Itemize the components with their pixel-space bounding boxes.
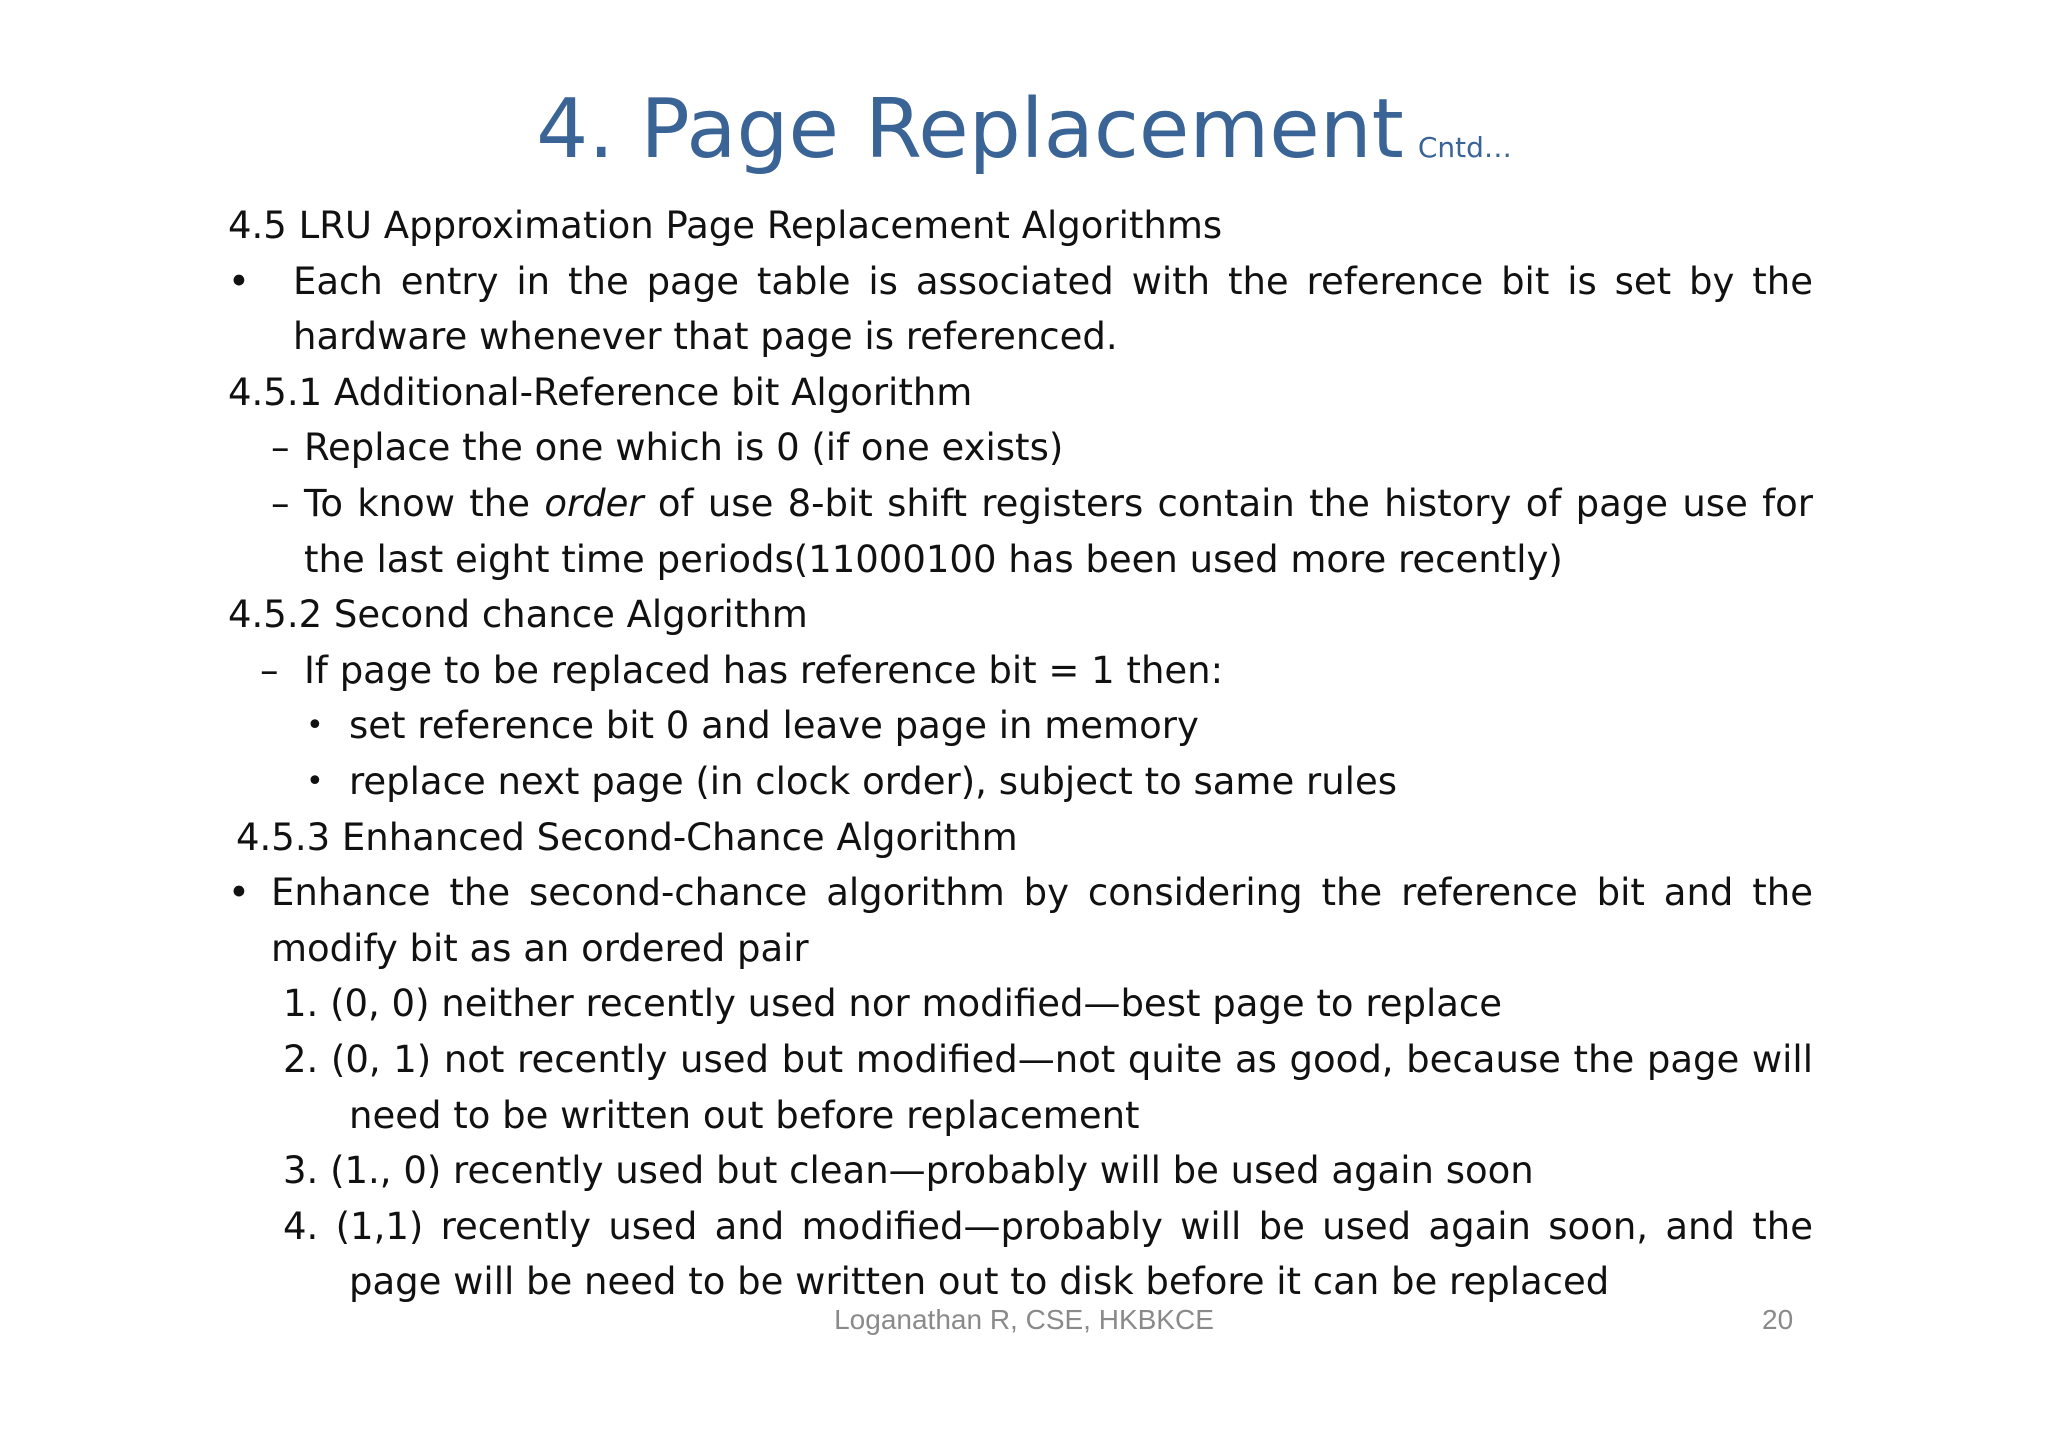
numbered-item (228, 976, 1813, 1032)
dash-item (228, 476, 1813, 587)
sub-bullet-item (228, 698, 1813, 754)
numbered-text-line: page will be need to be written out to disk before it can be replaced (349, 1260, 1610, 1304)
numbered-text-line: need to be written out before replacement (349, 1093, 1140, 1137)
section-heading-4-5-1: 4.5.1 Additional-Reference bit Algorithm (228, 370, 973, 414)
footer-author: Loganathan R, CSE, HKBKCE (834, 1304, 1214, 1335)
slide-title-continued: Cntd… (1417, 131, 1512, 164)
text-run: of use 8-bit shift registers contain the history of page use for (643, 481, 1813, 525)
dash-marker: – (260, 648, 279, 692)
emphasis-text: order (544, 481, 644, 525)
numbered-text-line: 4. (1,1) recently used and modified—probably will be used again soon, and the (283, 1204, 1813, 1248)
slide-title-main: 4. Page Replacement (536, 82, 1404, 177)
dash-text-line (304, 476, 1813, 532)
section-heading-4-5: 4.5 LRU Approximation Page Replacement Algorithms (228, 204, 1223, 247)
section-heading-4-5-3: 4.5.3 Enhanced Second-Chance Algorithm (236, 815, 1018, 859)
bullet-marker: • (228, 871, 250, 915)
bullet-text-line: Enhance the second-chance algorithm by considering the reference bit and the (271, 871, 1813, 915)
slide-title (0, 82, 2048, 177)
page-number: 20 (1762, 1304, 1794, 1335)
sub-bullet-text: replace next page (in clock order), subject to same rules (349, 759, 1397, 803)
bullet-item (228, 865, 1813, 976)
section-heading-4-5-2: 4.5.2 Second chance Algorithm (228, 593, 808, 637)
bullet-text-line: hardware whenever that page is referenced. (293, 315, 1118, 359)
dash-text-line: the last eight time periods(11000100 has been used more recently) (304, 537, 1563, 581)
sub-bullet-text: set reference bit 0 and leave page in memory (349, 704, 1199, 748)
sub-bullet-item (228, 754, 1813, 810)
bullet-marker: • (306, 763, 324, 799)
numbered-text-line: 1. (0, 0) neither recently used nor modified—best page to replace (283, 982, 1503, 1026)
numbered-item (228, 1143, 1813, 1199)
bullet-text-line: modify bit as an ordered pair (271, 926, 809, 970)
dash-marker: – (271, 426, 290, 470)
dash-item (228, 420, 1813, 476)
bullet-text-line: Each entry in the page table is associated with the reference bit is set by the (293, 259, 1813, 303)
dash-text-line: If page to be replaced has reference bit = 1 then: (304, 648, 1224, 692)
numbered-text-line: 2. (0, 1) not recently used but modified—not quite as good, because the page will (283, 1037, 1813, 1081)
bullet-marker: • (306, 708, 324, 744)
text-run: To know the (304, 481, 545, 525)
dash-item (228, 643, 1813, 699)
numbered-text-line: 3. (1., 0) recently used but clean—probably will be used again soon (283, 1149, 1534, 1193)
dash-marker: – (271, 481, 290, 525)
numbered-item (228, 1032, 1813, 1143)
numbered-item (228, 1199, 1813, 1310)
slide-body (228, 198, 1813, 1310)
bullet-item (228, 254, 1813, 365)
bullet-marker: • (228, 259, 250, 303)
dash-text-line: Replace the one which is 0 (if one exists) (304, 426, 1064, 470)
